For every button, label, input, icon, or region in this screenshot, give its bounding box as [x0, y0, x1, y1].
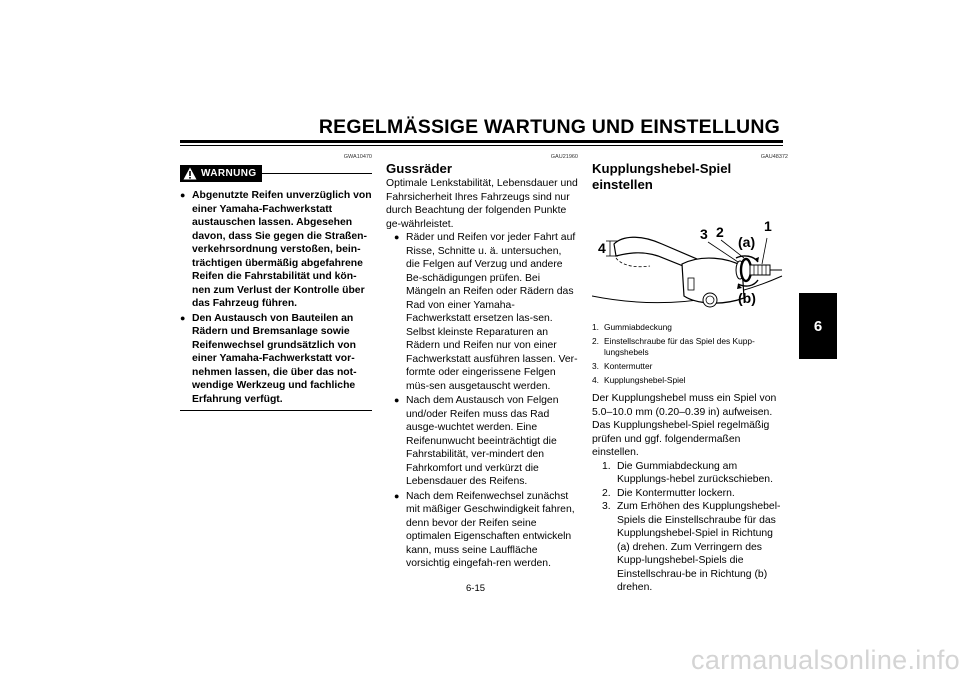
figure-legend: [592, 322, 788, 386]
warning-label: WARNUNG: [201, 168, 257, 179]
legend-item: 1. Gummiabdeckung: [592, 322, 672, 332]
warning-list: [180, 189, 372, 406]
wheels-item: ● Nach dem Reifenwechsel zunächst mit mäßiger Geschwindigkeit fahren, denn bevor der Reifen seine optimalen Eigenschaften entwickeln kann, muss seine Lauffläche vorsichtig eingefah-ren werden.: [394, 490, 578, 571]
page-title: REGELMÄSSIGE WARTUNG UND EINSTELLUNG: [318, 116, 780, 138]
warning-header: [180, 165, 372, 182]
clutch-intro: Der Kupplungshebel muss ein Spiel von 5.0–10.0 mm (0.20–0.39 in) aufweisen. Das Kupplungshebel-Spiel regelmäßig prüfen und ggf. folgendermaßen einstellen.: [592, 393, 777, 458]
page-number: 6-15: [466, 583, 486, 594]
step-item: 1. Die Gummiabdeckung am Kupplungs-hebel zurückschieben.: [602, 460, 773, 485]
figure-label-a: (a): [738, 234, 756, 250]
warning-column: [180, 150, 372, 411]
wheels-code: GAU21960: [550, 154, 578, 160]
figure-label-2: 2: [716, 224, 724, 240]
step-item: 3. Zum Erhöhen des Kupplungshebel-Spiels die Einstellschraube für das Kupplungshebel-Spiel in Richtung (a) drehen. Zum Verringern des Kupp-lungshebel-Spiels die Einstellschrau-be in Richtung (b) drehen.: [602, 501, 781, 593]
legend-item: 3. Kontermutter: [592, 361, 653, 371]
wheels-list: [394, 231, 578, 571]
warning-header-rule: [262, 173, 372, 174]
clutch-lever-figure: [592, 196, 788, 316]
title-rule: [180, 140, 783, 143]
clutch-code: GAU48372: [760, 154, 788, 160]
watermark: carmanualsonline.info: [691, 645, 960, 675]
wheels-item: ● Räder und Reifen vor jeder Fahrt auf Risse, Schnitte u. ä. untersuchen, die Felgen auf Verzug und andere Be-schädigungen prüfen. Bei Mängeln an Reifen oder Rädern das Rad von einer Yamaha-Fachwerkstatt ersetzen las-sen. Selbst kleinste Reparaturen an Rädern und Reifen nur von einer Fachwerkstatt ausführen lassen. Ver-formte oder eingerissene Felgen müs-sen ausgetauscht werden.: [394, 231, 578, 393]
title-rule-thin: [180, 145, 783, 146]
figure-label-b: (b): [738, 290, 756, 306]
wheels-title: Gussräder: [386, 161, 452, 176]
clutch-steps: [602, 460, 788, 595]
warning-badge: [180, 165, 262, 182]
warning-code: GWA10470: [343, 154, 372, 160]
wheels-intro: Optimale Lenkstabilität, Lebensdauer und Fahrsicherheit Ihres Fahrzeugs sind nur durch Beachtung der folgenden Punkte ge-währleistet.: [386, 178, 578, 230]
warning-triangle-icon: [183, 167, 197, 180]
figure-label-3: 3: [700, 226, 708, 242]
legend-item: 2. Einstellschraube für das Spiel des Kupp-lungshebels: [592, 336, 755, 357]
wheels-item: ● Nach dem Austausch von Felgen und/oder Reifen muss das Rad ausge-wuchtet werden. Eine Reifenunwucht beeinträchtigt die Fahrstabilität, ver-mindert den Fahrkomfort und verkürzt die Lebensdauer des Reifens.: [394, 394, 578, 489]
clutch-lever-drawing: [592, 196, 788, 316]
figure-label-1: 1: [764, 218, 772, 234]
clutch-column: [592, 150, 788, 595]
step-item: 2. Die Kontermutter lockern.: [602, 487, 735, 499]
legend-item: 4. Kupplungshebel-Spiel: [592, 375, 686, 385]
chapter-tab[interactable]: 6: [799, 293, 837, 359]
figure-label-4: 4: [598, 240, 606, 256]
clutch-title: Kupplungshebel-Spiel einstellen: [592, 161, 732, 192]
wheels-column: [386, 150, 578, 572]
warning-item: ● Den Austausch von Bauteilen an Rädern und Bremsanlage sowie Reifenwechsel grundsätzlich von einer Yamaha-Fachwerkstatt vor-nehmen lassen, die über das not-wendige Werkzeug und fachliche Erfahrung verfügt.: [180, 312, 372, 407]
warning-end-rule: [180, 410, 372, 411]
warning-item: ● Abgenutzte Reifen unverzüglich von einer Yamaha-Fachwerkstatt austauschen lassen. Abgesehen davon, dass Sie gegen die Straßen-verkehrsordnung verstoßen, bein-trächtigen übermäßig abgefahrene Reifen die Fahrstabilität und kön-nen zum Verlust der Kontrolle über das Fahrzeug führen.: [180, 189, 372, 311]
